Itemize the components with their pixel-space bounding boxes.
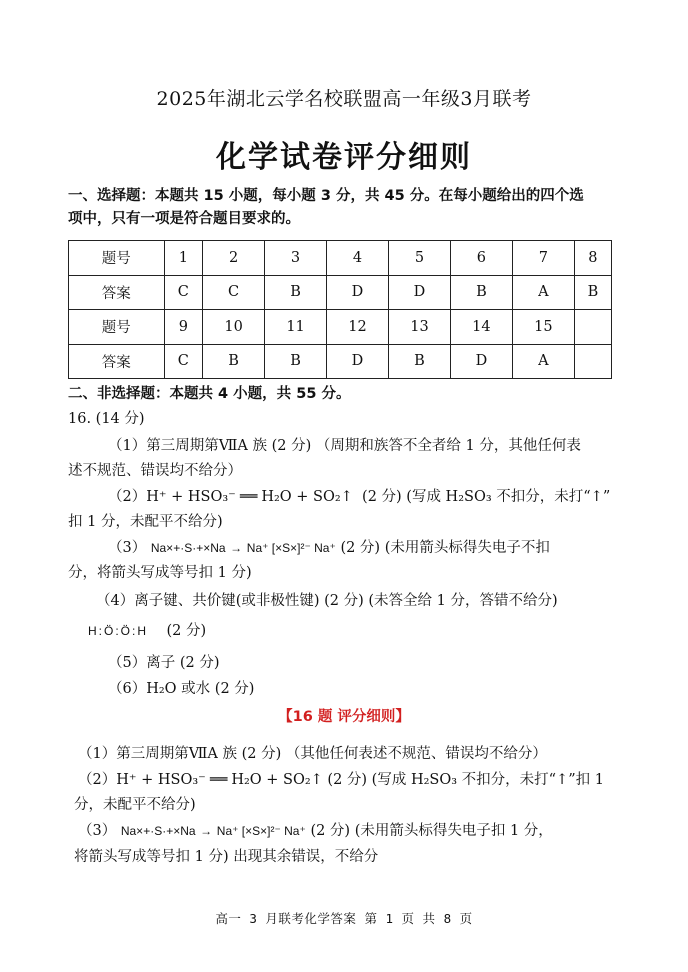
rubric-part2-eq-sign: ══	[209, 772, 228, 788]
table-cell: 14	[450, 310, 512, 345]
table-cell: B	[265, 344, 327, 379]
part2-eq-sign: ══	[239, 489, 258, 505]
page-footer: 高一 3 月联考化学答案 第 1 页 共 8 页	[215, 911, 473, 926]
table-cell: A	[512, 275, 574, 310]
table-row	[69, 344, 612, 379]
q16-part4-line: （4）离子键、共价键(或非极性键) (2 分) (未答全给 1 分，答错不给分)	[96, 593, 558, 609]
part2-eq-left: H⁺ + HSO₃⁻	[146, 489, 236, 505]
table-cell: A	[512, 344, 574, 379]
table-cell	[574, 310, 611, 345]
part2-note: (2 分) (写成 H₂SO₃ 不扣分，未打“↑”	[362, 489, 611, 505]
part3-note: (2 分) (未用箭头标得失电子不扣	[340, 540, 550, 556]
table-cell: 2	[203, 241, 265, 276]
table-row-header-cell: 题号	[69, 241, 165, 276]
table-row	[69, 310, 612, 345]
main-title: 化学试卷评分细则	[216, 140, 472, 175]
part3-lewis-left: Na×+·S·+×Na	[150, 541, 226, 555]
table-row	[69, 275, 612, 310]
table-cell: C	[203, 275, 265, 310]
part2-prefix: （2）	[108, 489, 147, 505]
table-cell: 3	[265, 241, 327, 276]
h2o2-electron-structure: H:Ö:Ö:H	[88, 624, 149, 638]
rubric-part3-prefix: （3）	[78, 823, 117, 839]
q16-part4-struct-line	[88, 620, 648, 642]
table-cell: 6	[450, 241, 512, 276]
part3-prefix: （3）	[108, 540, 147, 556]
table-row-header-cell: 答案	[69, 275, 165, 310]
table-cell: B	[388, 344, 450, 379]
table-cell: 11	[265, 310, 327, 345]
rubric-part2-eq-right: H₂O + SO₂↑	[231, 772, 323, 788]
rubric-part3-lewis-right: Na⁺ [×S×]²⁻ Na⁺	[216, 824, 306, 838]
table-cell: C	[164, 344, 203, 379]
rubric-part1-line: （1）第三周期第ⅦA 族 (2 分) （其他任何表述不规范、错误均不给分）	[78, 746, 547, 762]
q16-part1-line2: 述不规范、错误均不给分）	[68, 463, 242, 479]
table-cell: 9	[164, 310, 203, 345]
section2-heading: 二、非选择题：本题共 4 小题，共 55 分。	[68, 386, 351, 402]
table-cell: 10	[203, 310, 265, 345]
part2-eq-right: H₂O + SO₂↑	[261, 489, 353, 505]
part4-struct-score: (2 分)	[166, 623, 207, 639]
table-cell: 1	[164, 241, 203, 276]
table-cell: D	[327, 275, 389, 310]
q16-label: 16. (14 分)	[68, 411, 145, 427]
part3-lewis-right: Na⁺ [×S×]²⁻ Na⁺	[246, 541, 336, 555]
rubric-part3-line1	[78, 820, 638, 842]
table-cell: 4	[327, 241, 389, 276]
table-cell: 13	[388, 310, 450, 345]
rubric16-heading: 【16 题 评分细则】	[278, 709, 410, 725]
table-cell: C	[164, 275, 203, 310]
table-row-header-cell: 题号	[69, 310, 165, 345]
table-cell: 8	[574, 241, 611, 276]
q16-part6-line: （6）H₂O 或水 (2 分)	[108, 681, 255, 697]
table-cell: 15	[512, 310, 574, 345]
table-cell: B	[203, 344, 265, 379]
section1-heading-line1: 一、选择题：本题共 15 小题，每小题 3 分，共 45 分。在每小题给出的四个选	[68, 188, 584, 204]
section1-heading-line2: 项中，只有一项是符合题目要求的。	[68, 211, 300, 227]
rubric-part2-prefix: （2）	[78, 772, 117, 788]
rubric-part2-line1	[78, 769, 638, 791]
table-cell: 5	[388, 241, 450, 276]
table-cell	[574, 344, 611, 379]
rubric-part2-eq-left: H⁺ + HSO₃⁻	[116, 772, 206, 788]
rubric-part3-lewis-left: Na×+·S·+×Na	[120, 824, 196, 838]
rubric-part3-line2: 将箭头写成等号扣 1 分) 出现其余错误，不给分	[74, 849, 379, 865]
table-cell: D	[450, 344, 512, 379]
table-row-header-cell: 答案	[69, 344, 165, 379]
rubric-part2-line2: 分，未配平不给分)	[74, 797, 196, 813]
table-cell: 12	[327, 310, 389, 345]
table-cell: D	[388, 275, 450, 310]
rubric-part3-note: (2 分) (未用箭头标得失电子扣 1 分，	[310, 823, 553, 839]
rubric-part2-note: (2 分) (写成 H₂SO₃ 不扣分，未打“↑”扣 1	[322, 772, 604, 788]
table-cell: B	[450, 275, 512, 310]
table-cell: D	[327, 344, 389, 379]
exam-title: 2025年湖北云学名校联盟高一年级3月联考	[156, 88, 532, 110]
table-cell: 7	[512, 241, 574, 276]
rubric-part3-arrow: →	[200, 824, 213, 838]
answer-table	[68, 240, 612, 379]
q16-part1-line1: （1）第三周期第ⅦA 族 (2 分) （周期和族答不全者给 1 分，其他任何表	[108, 438, 581, 454]
q16-part3-line2: 分，将箭头写成等号扣 1 分)	[68, 565, 252, 581]
part3-arrow: →	[230, 541, 243, 555]
table-cell: B	[574, 275, 611, 310]
table-row	[69, 241, 612, 276]
table-cell: B	[265, 275, 327, 310]
q16-part5-line: （5）离子 (2 分)	[108, 655, 220, 671]
q16-part2-line2: 扣 1 分，未配平不给分)	[68, 514, 223, 530]
q16-part2-line1	[108, 486, 628, 508]
q16-part3-line1	[108, 537, 628, 559]
